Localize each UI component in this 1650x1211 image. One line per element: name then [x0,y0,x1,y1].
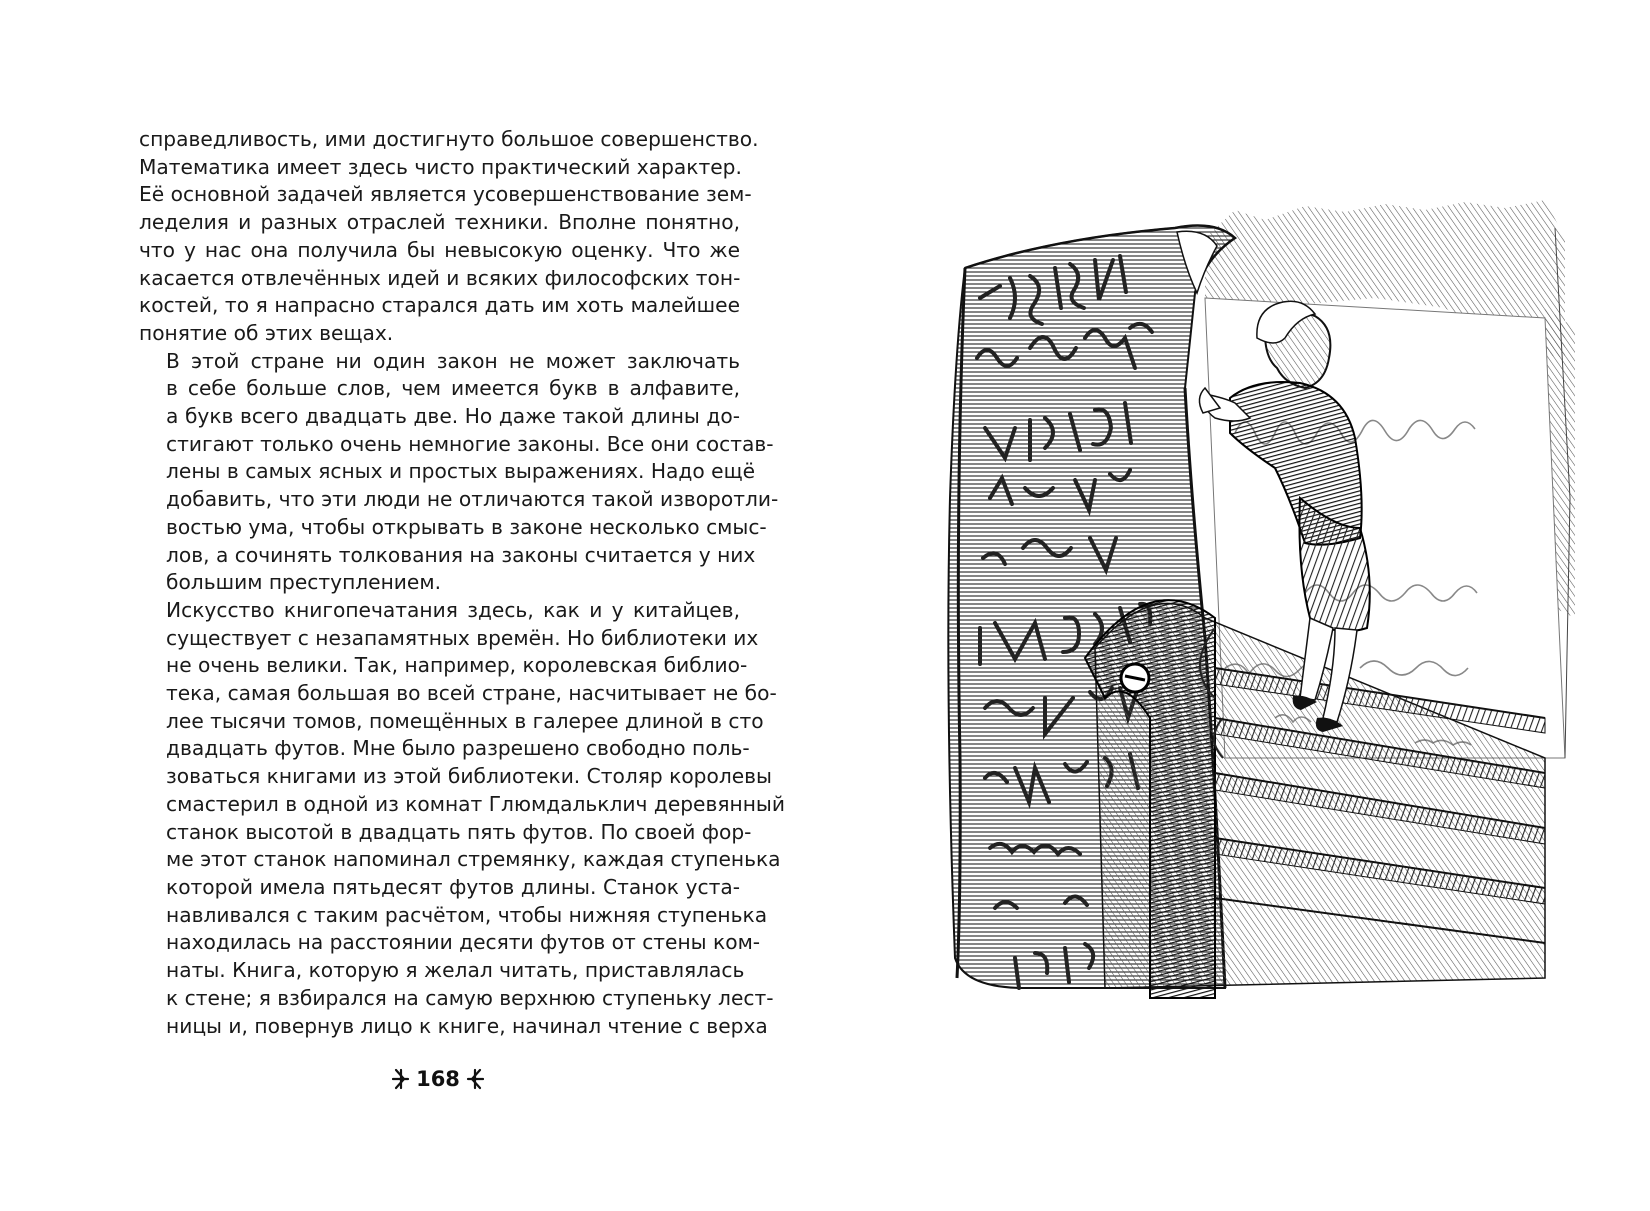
text-line: В этой стране ни один закон не может заключать [166,348,740,373]
text-line: не очень велики. Так, например, королевская библио- [166,653,748,678]
text-line: существует с незапамятных времён. Но библиотеки их [166,625,759,650]
text-line: понятие об этих вещах. [139,320,394,345]
text-line: лов, а сочинять толкования на законы считается у них [166,542,756,567]
text-line: стигают только очень немногие законы. Все они состав- [166,431,774,456]
text-column [139,126,785,1040]
text-line: справедливость, ими достигнуто большое совершенство. [139,127,759,151]
text-line: костей, то я напрасно старался дать им хоть малейшее [139,293,740,318]
text-line: лены в самых ясных и простых выражениях. Надо ещё [166,459,756,484]
paragraph [139,126,759,348]
left-ornament-icon [392,1068,410,1090]
text-line: касается отвлечённых идей и всяких философских тон- [139,265,741,290]
text-line: леделия и разных отраслей техники. Вполне понятно, [139,210,740,235]
text-line: Искусство книгопечатания здесь, как и у китайцев, [166,597,740,622]
paragraphs [139,126,785,1040]
text-line: Её основной задачей является усовершенствование зем- [139,182,752,207]
paragraph [139,348,779,597]
text-line: востью ума, чтобы открывать в законе несколько смыс- [166,514,767,539]
text-line: находилась на расстоянии десяти футов от стены ком- [166,930,761,955]
engraving-svg [905,198,1585,1010]
text-line: а букв всего двадцать две. Но даже такой длины до- [166,404,740,429]
text-line: к стене; я взбирался на самую верхнюю ступеньку лест- [166,985,774,1010]
text-line: лее тысячи томов, помещённых в галерее длиной в сто [166,708,764,733]
right-ornament-icon [466,1068,484,1090]
paragraph [139,597,785,1040]
page-number-value: 168 [416,1067,460,1091]
text-line: станок высотой в двадцать пять футов. По своей фор- [166,819,752,844]
text-line: большим преступлением. [166,570,441,595]
text-line: что у нас она получила бы невысокую оценку. Что же [139,237,740,262]
engraving-illustration [905,198,1585,1010]
text-line: ницы и, повернув лицо к книге, начинал чтение с верха [166,1013,768,1038]
text-line: зоваться книгами из этой библиотеки. Столяр королевы [166,764,772,789]
text-line: смастерил в одной из комнат Глюмдальклич деревянный [166,791,785,816]
text-line: навливался с таким расчётом, чтобы нижняя ступенька [166,902,768,927]
text-line: в себе больше слов, чем имеется букв в алфавите, [166,376,740,401]
text-line: Математика имеет здесь чисто практический характер. [139,154,742,179]
text-line: наты. Книга, которую я желал читать, приставлялась [166,958,745,983]
text-line: тека, самая большая во всей стране, насчитывает не бо- [166,681,777,706]
text-line: добавить, что эти люди не отличаются такой изворотли- [166,487,779,512]
page-number [383,1062,493,1096]
text-line: двадцать футов. Мне было разрешено свободно поль- [166,736,750,761]
text-line: ме этот станок напоминал стремянку, каждая ступенька [166,847,781,872]
text-line: которой имела пятьдесят футов длины. Станок уста- [166,874,740,899]
